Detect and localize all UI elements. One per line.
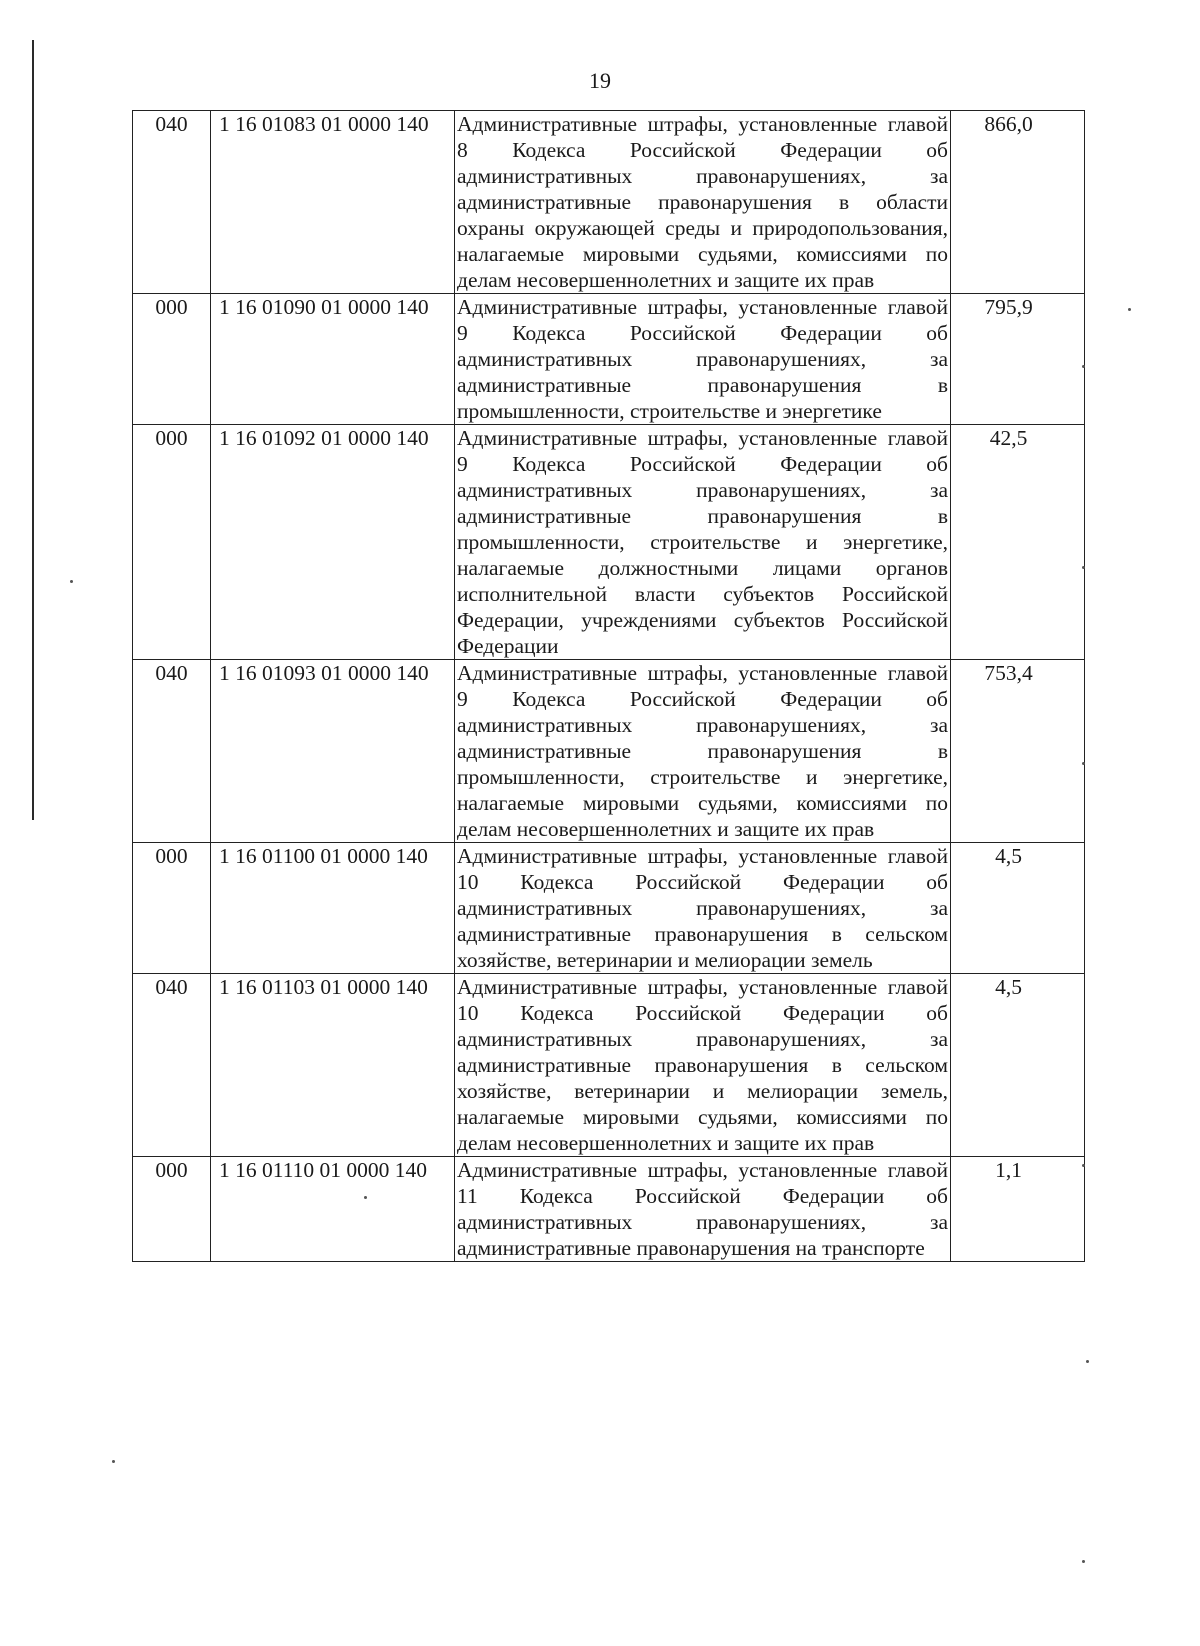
description-cell: Административные штрафы, установленные главой 9 Кодекса Российской Федерации об административных правонарушениях, за административные правонарушения в промышленности, строительстве и энергетике: [455, 294, 951, 425]
table-row: [133, 425, 1085, 660]
budget-code-cell: 1 16 01083 01 0000 140: [211, 111, 455, 294]
amount-cell: 4,5: [951, 843, 1085, 974]
budget-code-cell: 1 16 01090 01 0000 140: [211, 294, 455, 425]
revenue-table: [132, 110, 1085, 1262]
scan-speck: [1082, 1560, 1085, 1563]
admin-code-cell: 040: [133, 111, 211, 294]
scan-speck: [1086, 1360, 1089, 1363]
scan-speck: [1128, 308, 1131, 311]
table-row: [133, 1157, 1085, 1262]
description-cell: Административные штрафы, установленные главой 9 Кодекса Российской Федерации об административных правонарушениях, за административные правонарушения в промышленности, строительстве и энергетике, налагаемые должностными лицами органов исполнительной власти субъектов Российской Федерации, учреждениями субъектов Российской Федерации: [455, 425, 951, 660]
budget-code-cell: 1 16 01092 01 0000 140: [211, 425, 455, 660]
description-cell: Административные штрафы, установленные главой 11 Кодекса Российской Федерации об административных правонарушениях, за административные правонарушения на транспорте: [455, 1157, 951, 1262]
amount-cell: 42,5: [951, 425, 1085, 660]
binding-margin-line: [32, 40, 34, 820]
budget-code-cell: 1 16 01103 01 0000 140: [211, 974, 455, 1157]
budget-code-cell: 1 16 01110 01 0000 140: [211, 1157, 455, 1262]
amount-cell: 866,0: [951, 111, 1085, 294]
table-row: [133, 843, 1085, 974]
budget-code-cell: 1 16 01100 01 0000 140: [211, 843, 455, 974]
amount-cell: 1,1: [951, 1157, 1085, 1262]
scan-speck: [364, 1196, 367, 1199]
amount-cell: 795,9: [951, 294, 1085, 425]
scan-speck: [112, 1460, 115, 1463]
admin-code-cell: 000: [133, 843, 211, 974]
scan-speck: [1082, 365, 1085, 368]
scan-speck: [1082, 566, 1085, 569]
table-row: [133, 974, 1085, 1157]
amount-cell: 753,4: [951, 660, 1085, 843]
admin-code-cell: 040: [133, 974, 211, 1157]
table-row: [133, 660, 1085, 843]
scan-speck: [1082, 1164, 1085, 1167]
page-number: 19: [589, 68, 611, 93]
budget-code-cell: 1 16 01093 01 0000 140: [211, 660, 455, 843]
table-row: [133, 111, 1085, 294]
admin-code-cell: 000: [133, 294, 211, 425]
scan-speck: [70, 580, 73, 583]
admin-code-cell: 040: [133, 660, 211, 843]
description-cell: Административные штрафы, установленные главой 10 Кодекса Российской Федерации об административных правонарушениях, за административные правонарушения в сельском хозяйстве, ветеринарии и мелиорации земель: [455, 843, 951, 974]
admin-code-cell: 000: [133, 425, 211, 660]
admin-code-cell: 000: [133, 1157, 211, 1262]
description-cell: Административные штрафы, установленные главой 9 Кодекса Российской Федерации об административных правонарушениях, за административные правонарушения в промышленности, строительстве и энергетике, налагаемые мировыми судьями, комиссиями по делам несовершеннолетних и защите их прав: [455, 660, 951, 843]
amount-cell: 4,5: [951, 974, 1085, 1157]
description-cell: Административные штрафы, установленные главой 10 Кодекса Российской Федерации об административных правонарушениях, за административные правонарушения в сельском хозяйстве, ветеринарии и мелиорации земель, налагаемые мировыми судьями, комиссиями по делам несовершеннолетних и защите их прав: [455, 974, 951, 1157]
table-row: [133, 294, 1085, 425]
description-cell: Административные штрафы, установленные главой 8 Кодекса Российской Федерации об административных правонарушениях, за административные правонарушения в области охраны окружающей среды и природопользования, налагаемые мировыми судьями, комиссиями по делам несовершеннолетних и защите их прав: [455, 111, 951, 294]
scan-speck: [1082, 762, 1085, 765]
